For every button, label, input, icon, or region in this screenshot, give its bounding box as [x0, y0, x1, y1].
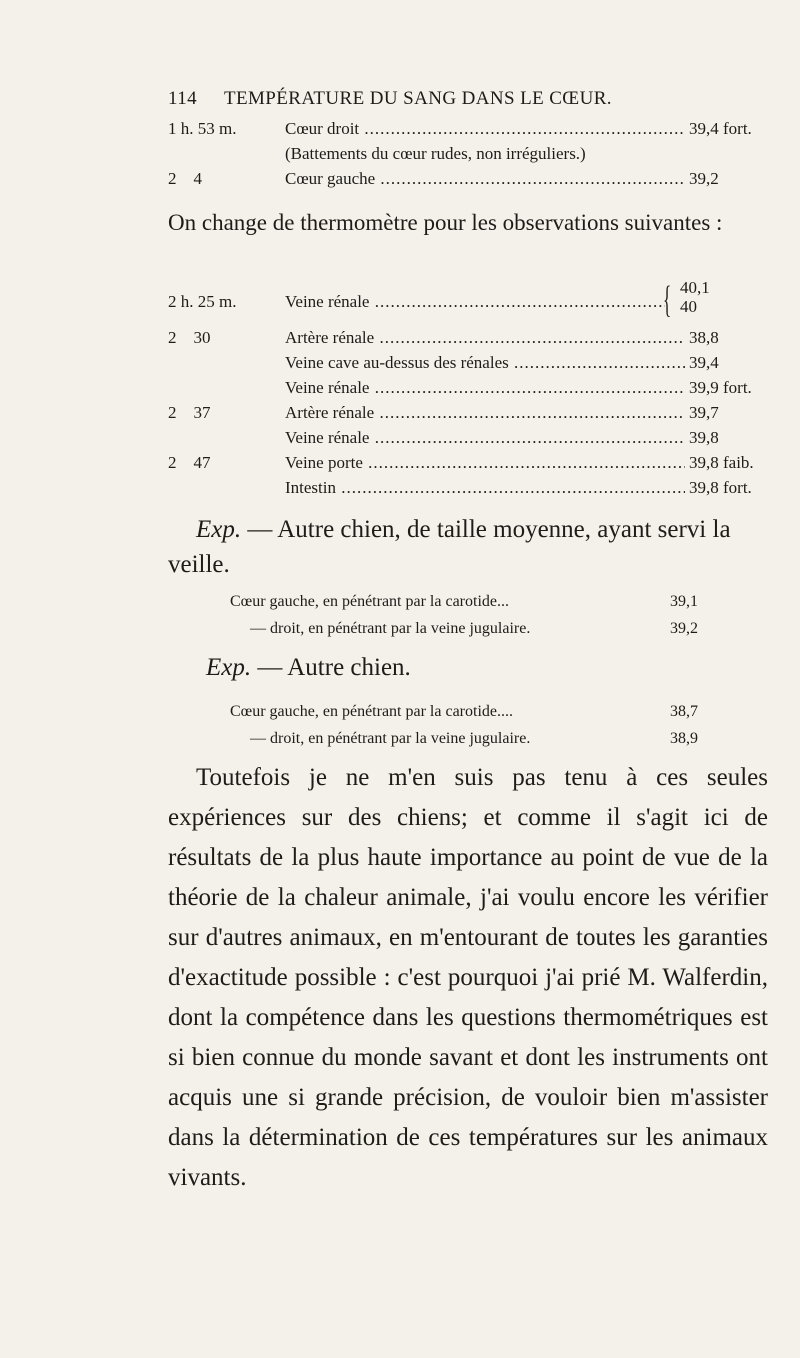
result-value: 39,1 [670, 593, 698, 610]
running-title: TEMPÉRATURE DU SANG DANS LE CŒUR. [224, 88, 612, 109]
row-value: 39,8 [685, 476, 719, 500]
result-value: 38,9 [670, 730, 698, 747]
row-time: 1 h. 53 m. [168, 119, 237, 138]
body-paragraph: Toutefois je ne m'en suis pas tenu à ces seules expériences sur des chiens; et comme il s'agit ici de résultats de la plus haute importance au point de vue de la théorie de la chaleur animale, j'ai voulu encore les vérifier sur d'autres animaux, en m'entourant de toutes les garanties d'exactitude possible : c'est pourquoi j'ai prié M. Walferdin, dont la compétence dans les questions thermométriques est si bien connue du monde savant et dont les instruments ont acquis une si grande précision, de vouloir bien m'assister dans la détermination de ces températures sur les animaux vivants. [168, 764, 768, 1191]
row-note: fort. [723, 119, 752, 138]
table-row [168, 426, 768, 450]
result-label: Cœur gauche, en pénétrant par la carotide... [230, 593, 509, 610]
value-bottom: 40 [680, 297, 697, 316]
row-value: 39,8 [685, 426, 719, 450]
row-value: 38,8 [685, 326, 719, 350]
row-label: Veine rénale ..... [285, 376, 685, 400]
result-value: 38,7 [670, 703, 698, 720]
result-row [230, 727, 770, 751]
result-label: — droit, en pénétrant par la veine jugulaire. [250, 730, 531, 747]
experiment-heading-2 [168, 650, 768, 685]
row-label: Veine cave au-dessus des rénales ..... [285, 351, 685, 375]
result-label: — droit, en pénétrant par la veine jugulaire. [250, 620, 531, 637]
row-value: 39,4 [685, 117, 719, 141]
table-row [168, 167, 768, 191]
exp-description: — Autre chien. [251, 654, 411, 681]
table-row [168, 476, 768, 500]
result-row [230, 617, 770, 641]
row-value: 39,8 [685, 451, 719, 475]
row-note: fort. [723, 478, 752, 497]
table-row [168, 142, 768, 166]
exp-label: Exp. [196, 516, 242, 543]
row-label: Cœur gauche ..... [285, 167, 685, 191]
value-stack [680, 278, 710, 316]
row-value: 39,4 [685, 351, 719, 375]
exp-label: Exp. [206, 654, 252, 681]
row-note: faib. [723, 453, 754, 472]
page-number: 114 [168, 88, 197, 109]
row-label: Artère rénale ..... [285, 326, 685, 350]
value-top: 40,1 [680, 278, 710, 297]
table-row [168, 376, 768, 400]
paragraph-intro: On change de thermomètre pour les observations suivantes : [168, 210, 723, 235]
row-value: 39,7 [685, 401, 719, 425]
row-remark: (Battements du cœur rudes, non irréguliers.) [285, 144, 586, 163]
row-value: 39,2 [685, 167, 719, 191]
row-time: 2 4 [168, 169, 202, 188]
brace-symbol: { [663, 279, 672, 321]
row-time: 2 47 [168, 453, 211, 472]
running-head [168, 88, 768, 110]
experiment-heading-1 [168, 512, 768, 582]
row-label: Cœur droit ..... [285, 117, 685, 141]
row-note: fort. [723, 378, 752, 397]
table-row [168, 117, 768, 141]
table-row [168, 451, 768, 475]
table-row [168, 351, 768, 375]
row-label: Veine rénale ..... [285, 290, 665, 314]
result-value: 39,2 [670, 620, 698, 637]
row-label: Artère rénale ..... [285, 401, 685, 425]
row-time: 2 h. 25 m. [168, 292, 237, 311]
exp-description: — Autre chien, de taille moyenne, ayant servi la veille. [168, 516, 731, 578]
row-label: Intestin ..... [285, 476, 685, 500]
row-label: Veine porte ..... [285, 451, 685, 475]
table-row [168, 401, 768, 425]
row-value: 39,9 [685, 376, 719, 400]
row-time: 2 37 [168, 403, 211, 422]
row-label: Veine rénale ..... [285, 426, 685, 450]
result-row [230, 700, 770, 724]
result-row [230, 590, 770, 614]
result-label: Cœur gauche, en pénétrant par la carotide.... [230, 703, 513, 720]
table-row [168, 326, 768, 350]
row-time: 2 30 [168, 328, 211, 347]
observation-table-2 [168, 278, 768, 516]
table-row [168, 290, 768, 314]
